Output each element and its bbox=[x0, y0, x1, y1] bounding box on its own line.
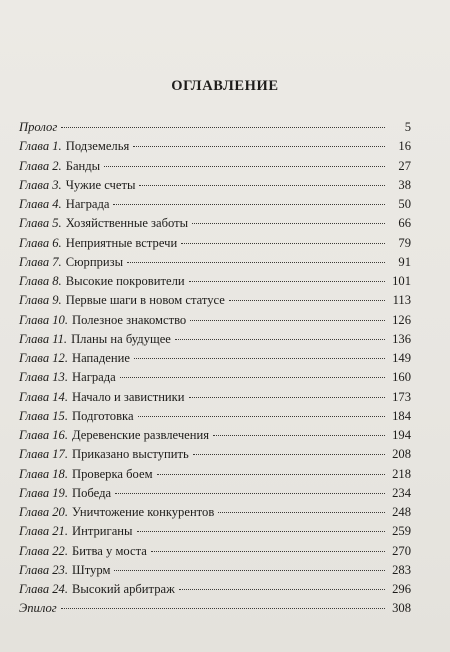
toc-entry-page-number: 234 bbox=[392, 485, 411, 500]
toc-entry-page-number: 160 bbox=[392, 370, 411, 385]
toc-entry-label: Глава 13. bbox=[19, 370, 69, 385]
toc-entry-label: Глава 11. bbox=[19, 331, 68, 346]
toc-entry-page-number: 208 bbox=[392, 447, 411, 462]
toc-entry-label: Глава 20. bbox=[19, 505, 69, 519]
dot-leader bbox=[193, 454, 385, 455]
toc-entry bbox=[19, 234, 411, 253]
toc-entry-page-number: 66 bbox=[398, 216, 411, 231]
toc-entry bbox=[19, 522, 411, 541]
toc-entry-title: Победа bbox=[72, 485, 112, 500]
toc-entry-label: Глава 23. bbox=[19, 562, 69, 577]
toc-entry bbox=[19, 253, 411, 272]
toc-entry bbox=[19, 426, 411, 445]
toc-entry-page-number: 136 bbox=[392, 331, 411, 346]
toc-title: ОГЛАВЛЕНИЕ bbox=[171, 78, 279, 94]
toc-entry-title: Первые шаги в новом статусе bbox=[65, 293, 225, 308]
toc-entry-label: Глава 21. bbox=[19, 524, 69, 539]
toc-entry-page-number: 126 bbox=[392, 312, 411, 327]
dot-leader bbox=[138, 416, 385, 417]
toc-entry-label: Глава 17. bbox=[19, 447, 69, 462]
toc-entry-page-number: 27 bbox=[398, 158, 411, 173]
dot-leader bbox=[218, 512, 385, 513]
dot-leader bbox=[189, 281, 385, 282]
toc-entry-label: Глава 14. bbox=[19, 389, 69, 404]
toc-entry-title: Проверка боем bbox=[72, 466, 153, 481]
toc-entry-title: Приказано выступить bbox=[72, 447, 189, 462]
toc-entry-label: Глава 3. bbox=[19, 177, 62, 192]
toc-entry-title: Планы на будущее bbox=[71, 331, 171, 346]
toc-entry bbox=[19, 599, 411, 618]
dot-leader bbox=[157, 474, 385, 475]
toc-entry-page-number: 194 bbox=[392, 428, 411, 442]
dot-leader bbox=[115, 493, 385, 494]
dot-leader bbox=[114, 570, 385, 571]
toc-entry-title: Сюрпризы bbox=[65, 254, 124, 269]
toc-entry bbox=[19, 542, 411, 561]
toc-entry-title: Высокий арбитраж bbox=[72, 582, 175, 596]
dot-leader bbox=[213, 435, 385, 436]
toc-list bbox=[19, 118, 411, 619]
toc-entry bbox=[19, 214, 411, 233]
toc-entry-title: Начало и завистники bbox=[72, 389, 185, 404]
toc-entry bbox=[19, 368, 411, 387]
toc-entry-page-number: 16 bbox=[398, 139, 411, 154]
toc-entry-label: Глава 2. bbox=[19, 158, 62, 173]
toc-entry-label: Глава 6. bbox=[19, 235, 62, 250]
toc-entry-label: Глава 9. bbox=[19, 293, 62, 308]
toc-entry bbox=[19, 388, 411, 407]
toc-entry-page-number: 101 bbox=[392, 274, 411, 288]
toc-entry-label: Глава 8. bbox=[19, 274, 62, 288]
toc-entry-label: Глава 16. bbox=[19, 428, 69, 442]
toc-entry-label: Глава 5. bbox=[19, 216, 62, 231]
toc-entry-page-number: 248 bbox=[392, 505, 411, 519]
toc-entry bbox=[19, 465, 411, 484]
toc-entry-title: Нападение bbox=[72, 351, 130, 365]
toc-entry-page-number: 184 bbox=[392, 408, 411, 423]
toc-entry-title: Уничтожение конкурентов bbox=[72, 505, 215, 519]
dot-leader bbox=[151, 551, 385, 552]
toc-entry bbox=[19, 503, 411, 522]
dot-leader bbox=[127, 262, 385, 263]
toc-entry-label: Пролог bbox=[19, 120, 58, 134]
toc-entry-page-number: 173 bbox=[392, 389, 411, 404]
toc-entry bbox=[19, 580, 411, 599]
toc-entry bbox=[19, 195, 411, 214]
toc-entry bbox=[19, 272, 411, 291]
toc-entry-page-number: 50 bbox=[398, 197, 411, 211]
toc-entry-title: Банды bbox=[65, 158, 101, 173]
dot-leader bbox=[139, 185, 385, 186]
toc-entry-title: Штурм bbox=[72, 562, 111, 577]
toc-entry-title: Подготовка bbox=[72, 408, 134, 423]
toc-entry-label: Глава 1. bbox=[19, 139, 62, 154]
toc-entry-page-number: 218 bbox=[392, 466, 411, 481]
dot-leader bbox=[61, 608, 385, 609]
dot-leader bbox=[192, 223, 385, 224]
toc-entry bbox=[19, 311, 411, 330]
toc-entry-label: Глава 7. bbox=[19, 254, 62, 269]
dot-leader bbox=[120, 377, 385, 378]
toc-entry-page-number: 259 bbox=[392, 524, 411, 539]
toc-entry bbox=[19, 176, 411, 195]
toc-entry-label: Глава 19. bbox=[19, 485, 69, 500]
toc-entry-title: Награда bbox=[72, 370, 116, 385]
toc-entry-title: Интриганы bbox=[72, 524, 133, 539]
dot-leader bbox=[175, 339, 385, 340]
toc-entry-page-number: 283 bbox=[392, 562, 411, 577]
toc-entry bbox=[19, 561, 411, 580]
toc-entry bbox=[19, 349, 411, 368]
toc-entry-page-number: 91 bbox=[398, 254, 411, 269]
toc-entry bbox=[19, 484, 411, 503]
toc-entry-label: Глава 12. bbox=[19, 351, 69, 365]
dot-leader bbox=[181, 243, 385, 244]
toc-entry-page-number: 308 bbox=[392, 601, 411, 616]
toc-entry-title: Чужие счеты bbox=[65, 177, 136, 192]
toc-entry bbox=[19, 291, 411, 310]
toc-entry-label: Эпилог bbox=[19, 601, 57, 616]
toc-entry bbox=[19, 157, 411, 176]
dot-leader bbox=[189, 397, 385, 398]
toc-entry-page-number: 38 bbox=[398, 177, 411, 192]
toc-entry-page-number: 270 bbox=[392, 543, 411, 558]
dot-leader bbox=[104, 166, 385, 167]
toc-entry-page-number: 5 bbox=[404, 120, 411, 134]
toc-entry-label: Глава 18. bbox=[19, 466, 69, 481]
toc-entry-title: Полезное знакомство bbox=[72, 312, 187, 327]
toc-entry-label: Глава 24. bbox=[19, 582, 69, 596]
toc-entry-title: Деревенские развлечения bbox=[72, 428, 210, 442]
toc-entry-title: Битва у моста bbox=[72, 543, 147, 558]
dot-leader bbox=[134, 358, 385, 359]
toc-entry-label: Глава 4. bbox=[19, 197, 62, 211]
toc-entry-label: Глава 10. bbox=[19, 312, 69, 327]
dot-leader bbox=[61, 127, 385, 128]
toc-entry-label: Глава 22. bbox=[19, 543, 69, 558]
toc-entry bbox=[19, 330, 411, 349]
toc-entry-title: Подземелья bbox=[65, 139, 130, 154]
toc-entry-title: Высокие покровители bbox=[65, 274, 185, 288]
dot-leader bbox=[179, 589, 385, 590]
dot-leader bbox=[113, 204, 385, 205]
toc-entry-title: Хозяйственные заботы bbox=[65, 216, 189, 231]
toc-entry-page-number: 149 bbox=[392, 351, 411, 365]
toc-entry-page-number: 79 bbox=[398, 235, 411, 250]
toc-entry-page-number: 296 bbox=[392, 582, 411, 596]
toc-entry bbox=[19, 137, 411, 156]
dot-leader bbox=[133, 146, 385, 147]
dot-leader bbox=[229, 300, 385, 301]
toc-entry bbox=[19, 118, 411, 137]
toc-entry-title: Неприятные встречи bbox=[65, 235, 178, 250]
toc-entry-label: Глава 15. bbox=[19, 408, 69, 423]
dot-leader bbox=[137, 531, 385, 532]
toc-entry bbox=[19, 407, 411, 426]
dot-leader bbox=[190, 320, 385, 321]
toc-entry-page-number: 113 bbox=[392, 293, 411, 308]
toc-entry bbox=[19, 445, 411, 464]
toc-entry-title: Награда bbox=[65, 197, 110, 211]
